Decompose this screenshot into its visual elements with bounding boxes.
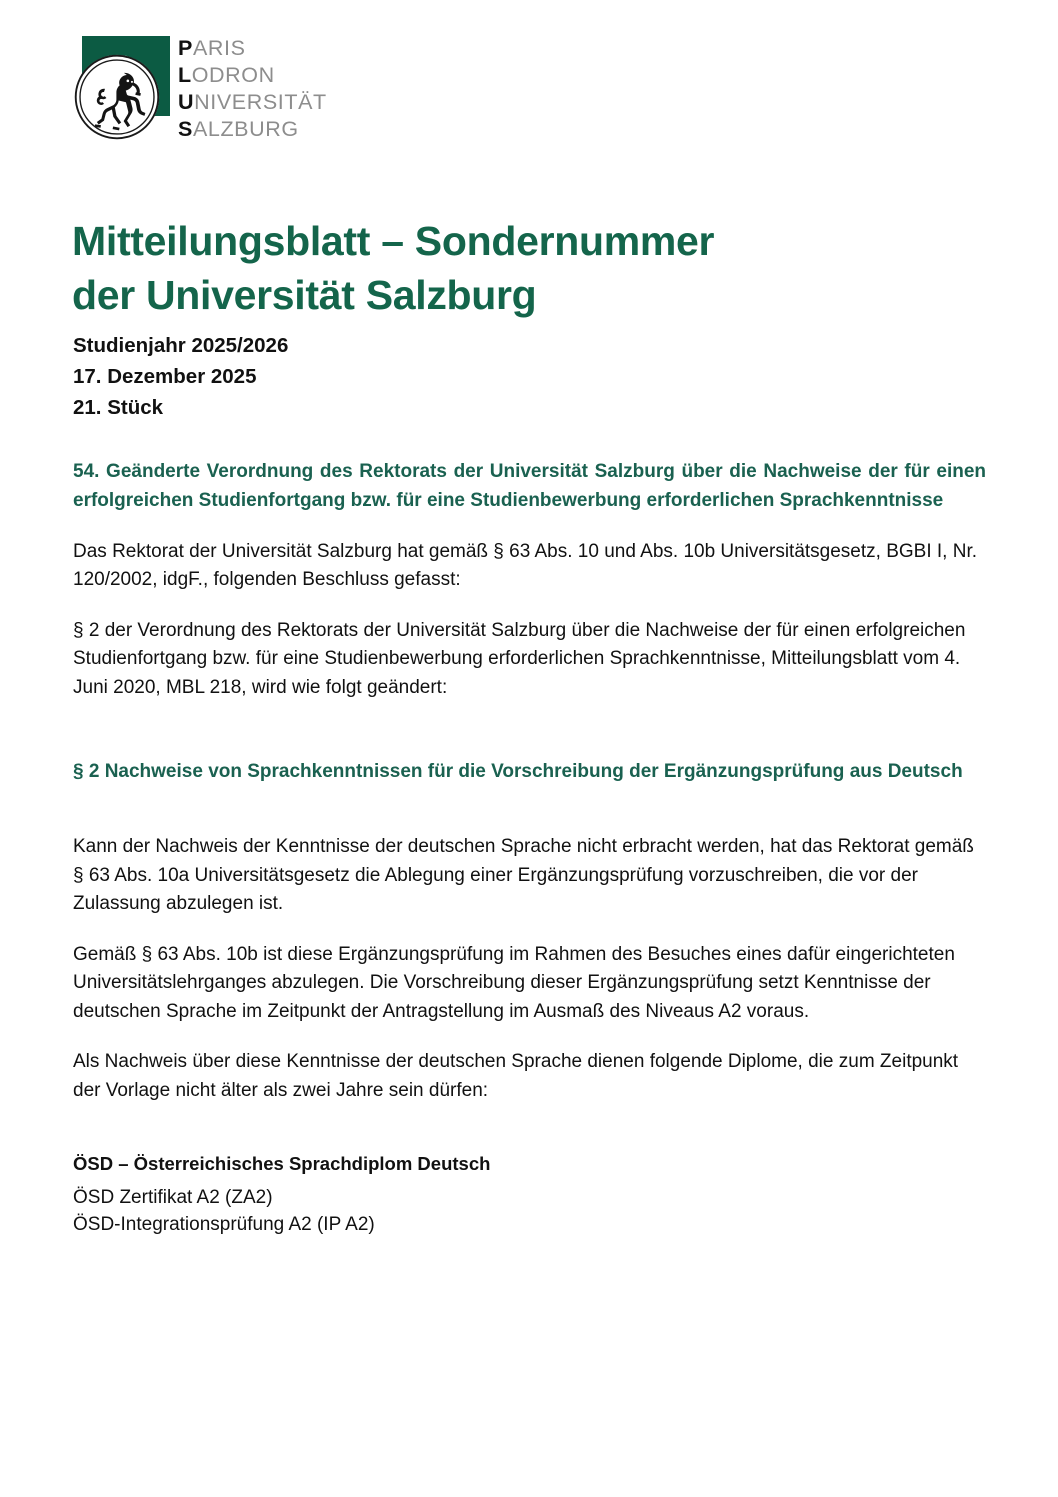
logo-wordmark [178, 38, 327, 146]
logo-rest-lodron: ODRON [191, 63, 275, 87]
logo-initial-s: S [178, 117, 193, 141]
page-title-line-2: der Universität Salzburg [72, 271, 537, 318]
issue-metadata [73, 330, 288, 423]
logo-rest-salzburg: ALZBURG [192, 117, 299, 141]
section-spacer [73, 724, 986, 758]
paragraph-1: Das Rektorat der Universität Salzburg hat gemäß § 63 Abs. 10 und Abs. 10b Universitätsgesetz, BGBI I, Nr. 120/2002, idgF., folgenden Beschluss gefasst: [73, 540, 978, 591]
meta-academic-year: Studienjahr 2025/2026 [73, 334, 289, 357]
logo-rest-universitaet: NIVERSITÄT [194, 90, 327, 114]
logo-line-lodron [178, 65, 327, 87]
heading-spacer [73, 809, 986, 833]
document-body [73, 458, 986, 1239]
item-heading-54: 54. Geänderte Verordnung des Rektorats der Universität Salzburg über die Nachweise der für einen erfolgreichen Studienfortgang bzw. für eine Studienbewerbung erforderlichen Sprachkenntnisse [73, 461, 986, 511]
logo-line-universitaet [178, 92, 327, 114]
salzburg-lion-seal-icon [74, 54, 160, 140]
diploma-item-2: ÖSD-Integrationsprüfung A2 (IP A2) [73, 1213, 375, 1235]
logo-initial-p: P [178, 36, 193, 60]
logo-initial-l: L [178, 63, 192, 87]
diploma-group-title: ÖSD – Österreichisches Sprachdiplom Deutsch [73, 1153, 491, 1175]
paragraph-3: Kann der Nachweis der Kenntnisse der deutschen Sprache nicht erbracht werden, hat das Rektorat gemäß § 63 Abs. 10a Universitätsgesetz die Ablegung einer Ergänzungsprüfung vorzuschreiben, die vor der Zulassung abzulegen ist. [73, 836, 974, 915]
logo-line-salzburg [178, 119, 327, 141]
meta-date: 17. Dezember 2025 [73, 365, 257, 389]
paragraph-5: Als Nachweis über diese Kenntnisse der deutschen Sprache dienen folgende Diplome, die zum Zeitpunkt der Vorlage nicht älter als zwei Jahre sein dürfen: [73, 1051, 959, 1101]
meta-issue-number: 21. Stück [73, 396, 164, 420]
logo-mark [74, 36, 172, 140]
paragraph-4: Gemäß § 63 Abs. 10b ist diese Ergänzungsprüfung im Rahmen des Besuches eines dafür eingerichteten Universitätslehrganges abzulegen. Die Vorschreibung dieser Ergänzungsprüfung setzt Kenntnisse der deutschen Sprache im Zeitpunkt der Antragstellung im Ausmaß des Niveaus A2 voraus. [73, 943, 955, 1022]
page-title [72, 215, 972, 322]
page-title-line-1: Mitteilungsblatt – Sondernummer [72, 218, 715, 265]
university-logo [74, 36, 374, 156]
logo-initial-u: U [178, 90, 195, 114]
diploma-item-1: ÖSD Zertifikat A2 (ZA2) [73, 1186, 273, 1208]
section-heading-paragraph-2: § 2 Nachweise von Sprachkenntnissen für die Vorschreibung der Ergänzungsprüfung aus Deutsch [73, 761, 963, 783]
logo-rest-paris: ARIS [192, 36, 246, 60]
logo-line-paris [178, 38, 327, 60]
list-spacer [73, 1127, 986, 1151]
paragraph-2: § 2 der Verordnung des Rektorats der Universität Salzburg über die Nachweise der für einen erfolgreichen Studienfortgang bzw. für eine Studienbewerbung erforderlichen Sprachkenntnisse, Mitteilungsblatt vom 4. Juni 2020, MBL 218, wird wie folgt geändert: [73, 619, 966, 698]
